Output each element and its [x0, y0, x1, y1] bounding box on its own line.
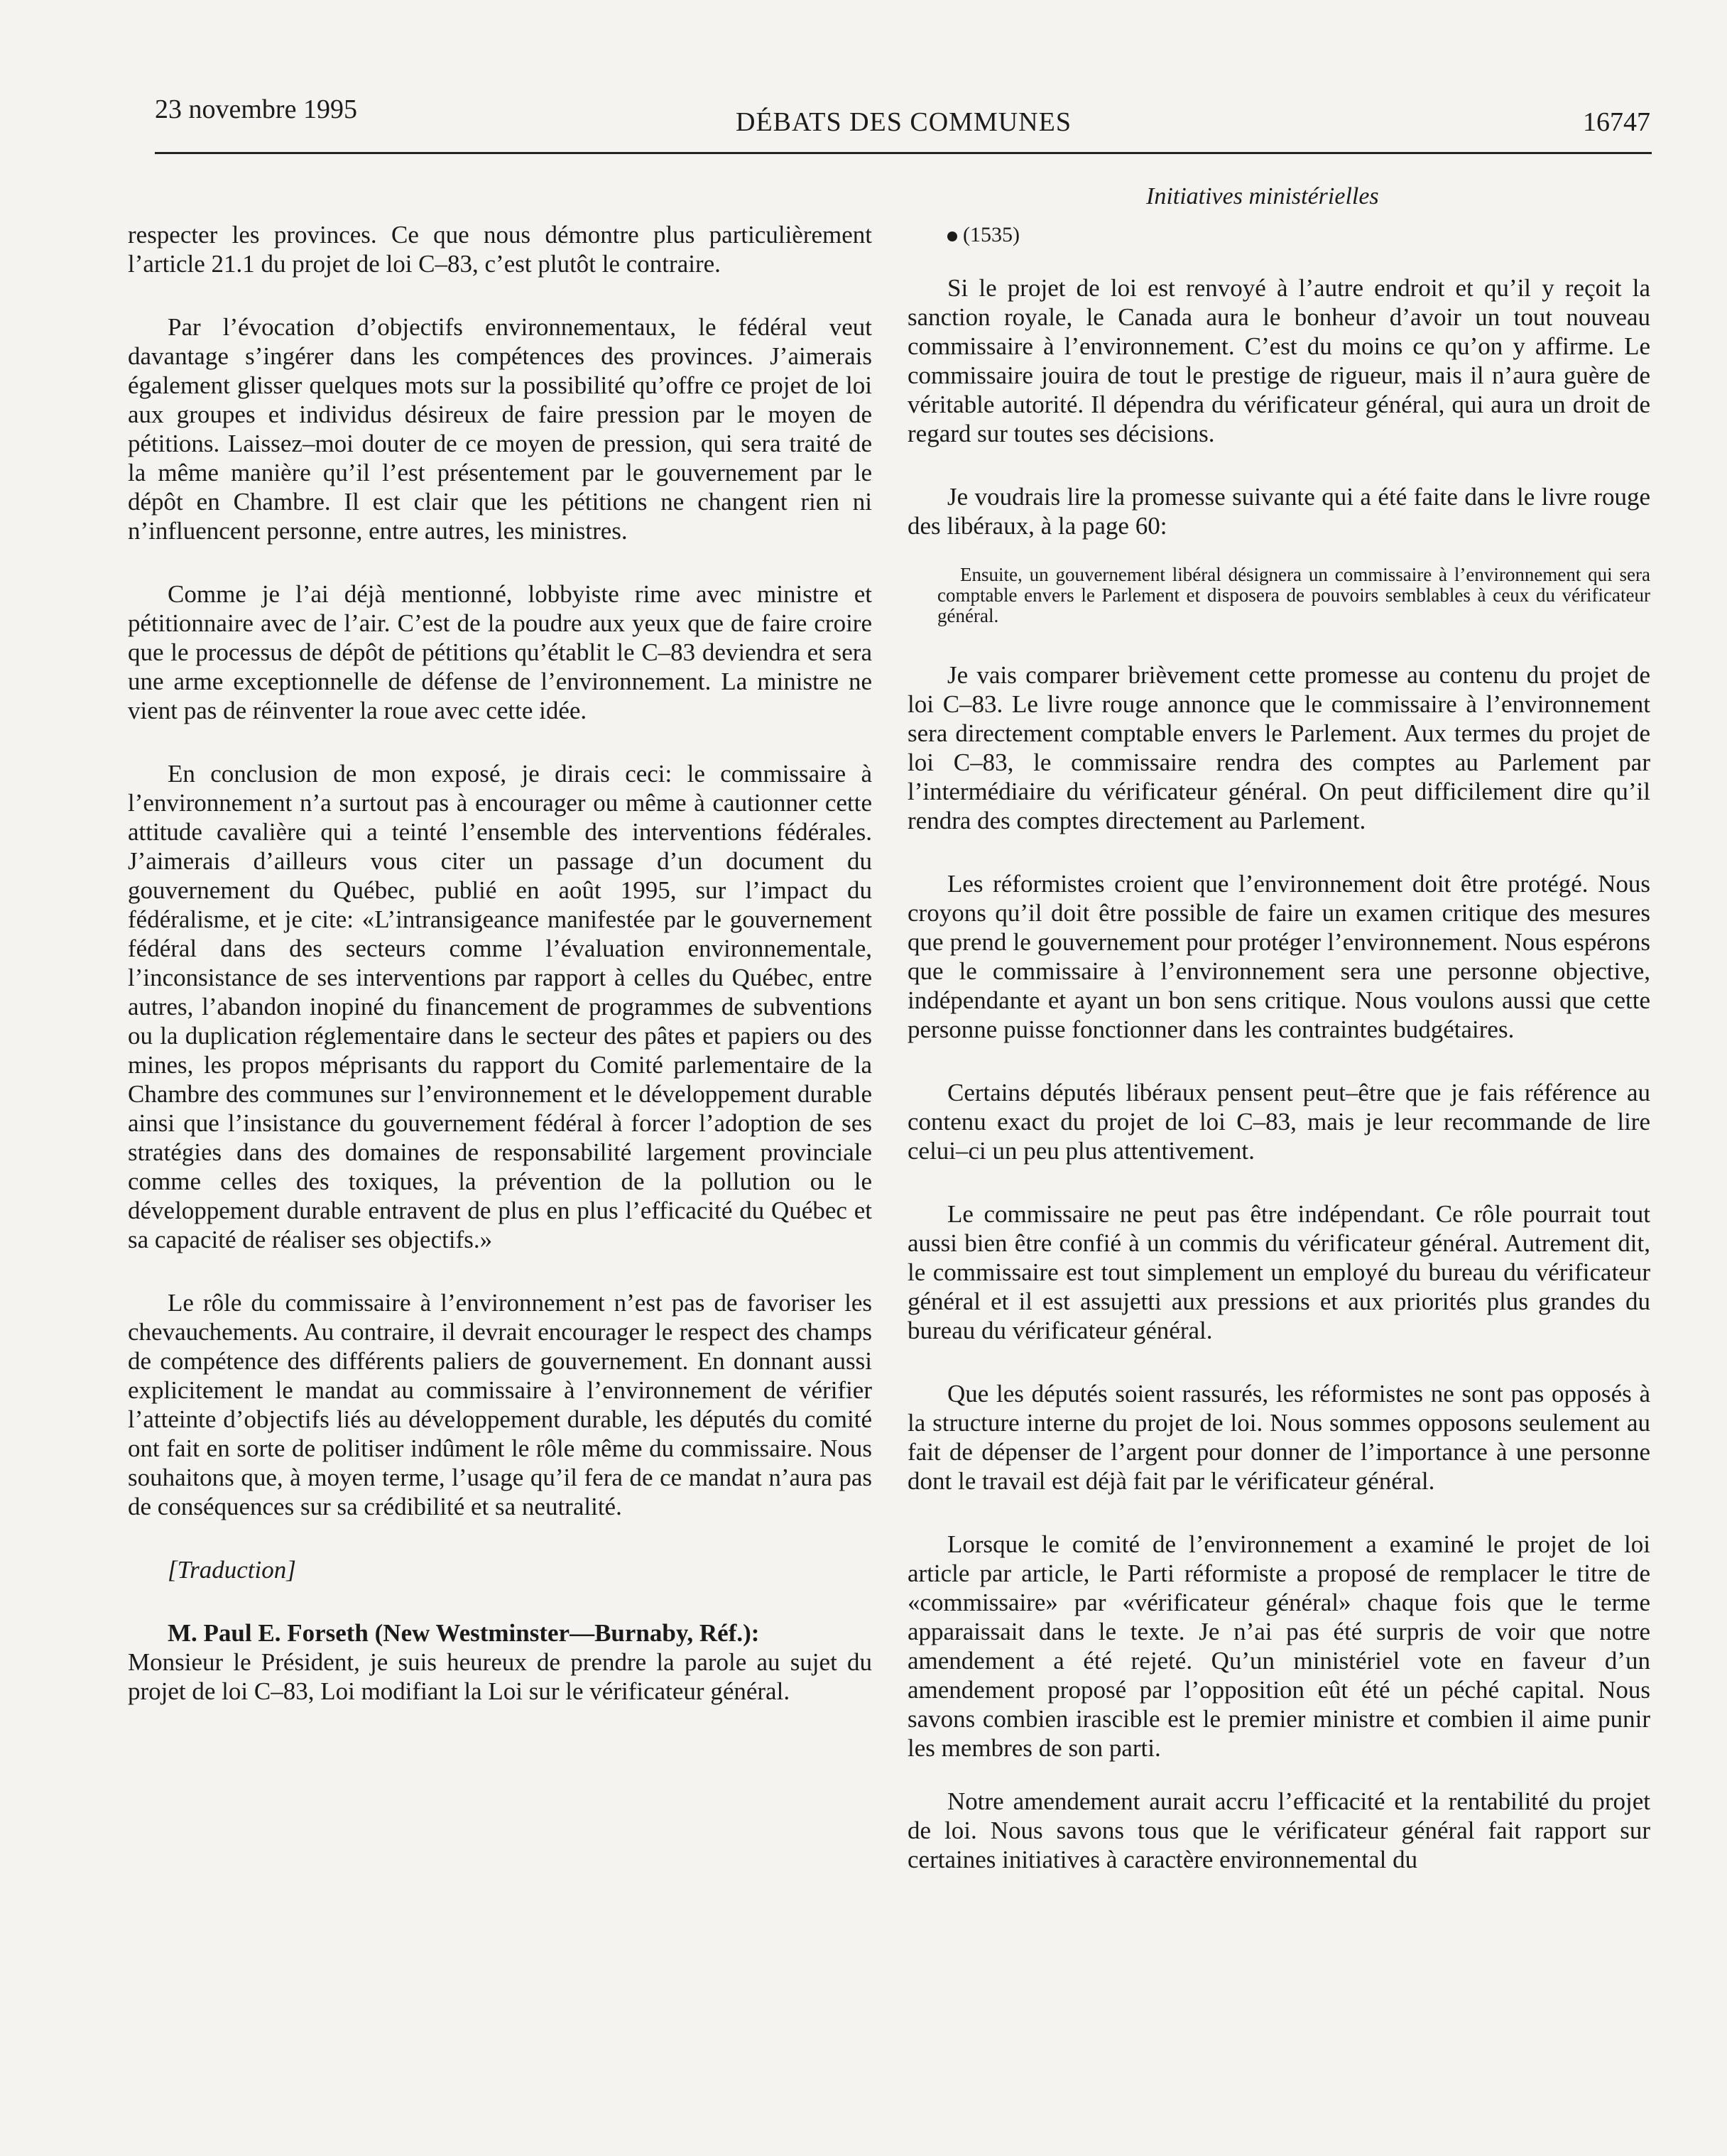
- left-paragraph-6: Monsieur le Président, je suis heureux de prendre la parole au sujet du projet de loi C–83, Loi modifiant la Loi sur le vérificateur général.: [128, 1648, 872, 1705]
- left-paragraph-1: respecter les provinces. Ce que nous démontre plus particulièrement l’article 21.1 du projet de loi C–83, c’est plutôt le contraire.: [128, 221, 872, 278]
- right-paragraph-5: Certains députés libéraux pensent peut–être que je fais référence au contenu exact du projet de loi C–83, mais je leur recommande de lire celui–ci un peu plus attentivement.: [908, 1079, 1650, 1165]
- quote-text: Ensuite, un gouvernement libéral désignera un commissaire à l’environnement qui sera comptable envers le Parlement et disposera de pouvoirs semblables à ceux du vérificateur général.: [937, 564, 1650, 626]
- translation-note: [Traduction]: [168, 1556, 296, 1584]
- left-column: [128, 220, 872, 1706]
- right-paragraph-8: Lorsque le comité de l’environnement a examiné le projet de loi article par article, le Parti réformiste a proposé de remplacer le titre de «commissaire» par «vérificateur général» chaque fois que le terme apparaissait dans le texte. Je n’ai pas été surpris de voir que notre amendement a été rejeté. Qu’un ministériel vote en faveur d’un amendement proposé par l’opposition eût été un péché capital. Nous savons combien irascible est le premier ministre et combien il aime punir les membres de son parti.: [908, 1530, 1650, 1762]
- timestamp: [908, 220, 1650, 249]
- timestamp-text: (1535): [963, 223, 1020, 246]
- left-paragraph-2: Par l’évocation d’objectifs environnementaux, le fédéral veut davantage s’ingérer dans les compétences des provinces. J’aimerais également glisser quelques mots sur la possibilité qu’offre ce projet de loi aux groupes et individus désireux de faire pression par le moyen de pétitions. Laissez–moi douter de ce moyen de pression, qui sera traité de la même manière qu’il l’est présentement par le gouvernement par le dépôt en Chambre. Il est clair que les pétitions ne changent rien ni n’influencent personne, entre autres, les ministres.: [128, 313, 872, 545]
- speaker-paragraph: [128, 1618, 872, 1648]
- right-column: [908, 220, 1650, 1874]
- right-paragraph-7: Que les députés soient rassurés, les réformistes ne sont pas opposés à la structure interne du projet de loi. Nous sommes opposons seulement au fait de dépenser de l’argent pour donner de l’importance à une personne dont le travail est déjà fait par le vérificateur général.: [908, 1380, 1650, 1495]
- left-paragraph-3: Comme je l’ai déjà mentionné, lobbyiste rime avec ministre et pétitionnaire avec de l’air. C’est de la poudre aux yeux que de faire croire que le processus de dépôt de pétitions qu’établit le C–83 deviendra et sera une arme exceptionnelle de défense de l’environnement. La ministre ne vient pas de réinventer la roue avec cette idée.: [128, 580, 872, 724]
- right-paragraph-4: Les réformistes croient que l’environnement doit être protégé. Nous croyons qu’il doit être possible de faire un examen critique des mesures que prend le gouvernement pour protéger l’environnement. Nous espérons que le commissaire à l’environnement sera une personne objective, indépendante et ayant un bon sens critique. Nous voulons aussi que cette personne puisse fonctionner dans les contraintes budgétaires.: [908, 870, 1650, 1043]
- left-paragraph-5: Le rôle du commissaire à l’environnement n’est pas de favoriser les chevauchements. Au contraire, il devrait encourager le respect des champs de compétence des différents paliers de gouvernement. En donnant aussi explicitement le mandat au commissaire à l’environnement de vérifier l’atteinte d’objectifs liés au développement durable, les députés du comité ont fait en sorte de politiser indûment le rôle même du commissaire. Nous souhaitons que, à moyen terme, l’usage qu’il fera de ce mandat n’aura pas de conséquences sur sa crédibilité et sa neutralité.: [128, 1289, 872, 1520]
- header-page-number: 16747: [1583, 107, 1650, 137]
- bullet-icon: [947, 232, 957, 241]
- red-book-quote: [937, 565, 1650, 626]
- right-paragraph-1: Si le projet de loi est renvoyé à l’autre endroit et qu’il y reçoit la sanction royale, le Canada aura le bonheur d’avoir un tout nouveau commissaire à l’environnement. C’est du moins ce qu’on y affirme. Le commissaire jouira de tout le prestige de rigueur, mais il n’aura guère de véritable autorité. Il dépendra du vérificateur général, qui aura un droit de regard sur toutes ses décisions.: [908, 274, 1650, 447]
- right-paragraph-6: Le commissaire ne peut pas être indépendant. Ce rôle pourrait tout aussi bien être confié à un commis du vérificateur général. Autrement dit, le commissaire est tout simplement un employé du bureau du vérificateur général et il est assujetti aux pressions et aux priorités plus grandes du bureau du vérificateur général.: [908, 1200, 1650, 1344]
- left-paragraph-4: En conclusion de mon exposé, je dirais ceci: le commissaire à l’environnement n’a surtout pas à encourager ou même à cautionner cette attitude cavalière qui a teinté l’ensemble des interventions fédérales. J’aimerais d’ailleurs vous citer un passage d’un document du gouvernement du Québec, publié en août 1995, sur l’impact du fédéralisme, et je cite: «L’intransigeance manifestée par le gouvernement fédéral dans des secteurs comme l’évaluation environnementale, l’inconsistance de ses interventions par rapport à celles du Québec, entre autres, l’abandon inopiné du financement de programmes de subventions ou la duplication réglementaire dans le secteur des pâtes et papiers ou des mines, les propos méprisants du rapport du Comité parlementaire de la Chambre des communes sur l’environnement et le développement durable ainsi que l’insistance du gouvernement fédéral à forcer l’adoption de ses stratégies dans des domaines de responsabilité largement provinciale comme celles des toxiques, la prévention de la pollution ou le développement durable entravent de plus en plus l’efficacité du Québec et sa capacité de réaliser ses objectifs.»: [128, 760, 872, 1253]
- speaker-name: M. Paul E. Forseth (New Westminster—Burnaby, Réf.):: [168, 1619, 760, 1647]
- right-paragraph-9: Notre amendement aurait accru l’efficacité et la rentabilité du projet de loi. Nous savons tous que le vérificateur général fait rapport sur certaines initiatives à caractère environnemental du: [908, 1787, 1650, 1873]
- section-heading: Initiatives ministérielles: [1146, 183, 1379, 209]
- right-paragraph-3: Je vais comparer brièvement cette promesse au contenu du projet de loi C–83. Le livre rouge annonce que le commissaire à l’environnement sera directement comptable envers le Parlement. Aux termes du projet de loi C–83, le commissaire rendra des comptes au Parlement par l’intermédiaire du vérificateur général. On peut difficilement dire qu’il rendra des comptes directement au Parlement.: [908, 661, 1650, 834]
- header-date: 23 novembre 1995: [155, 94, 357, 124]
- header-title: DÉBATS DES COMMUNES: [736, 107, 1072, 137]
- right-paragraph-2: Je voudrais lire la promesse suivante qui a été faite dans le livre rouge des libéraux, à la page 60:: [908, 483, 1650, 540]
- header-rule: [155, 152, 1652, 154]
